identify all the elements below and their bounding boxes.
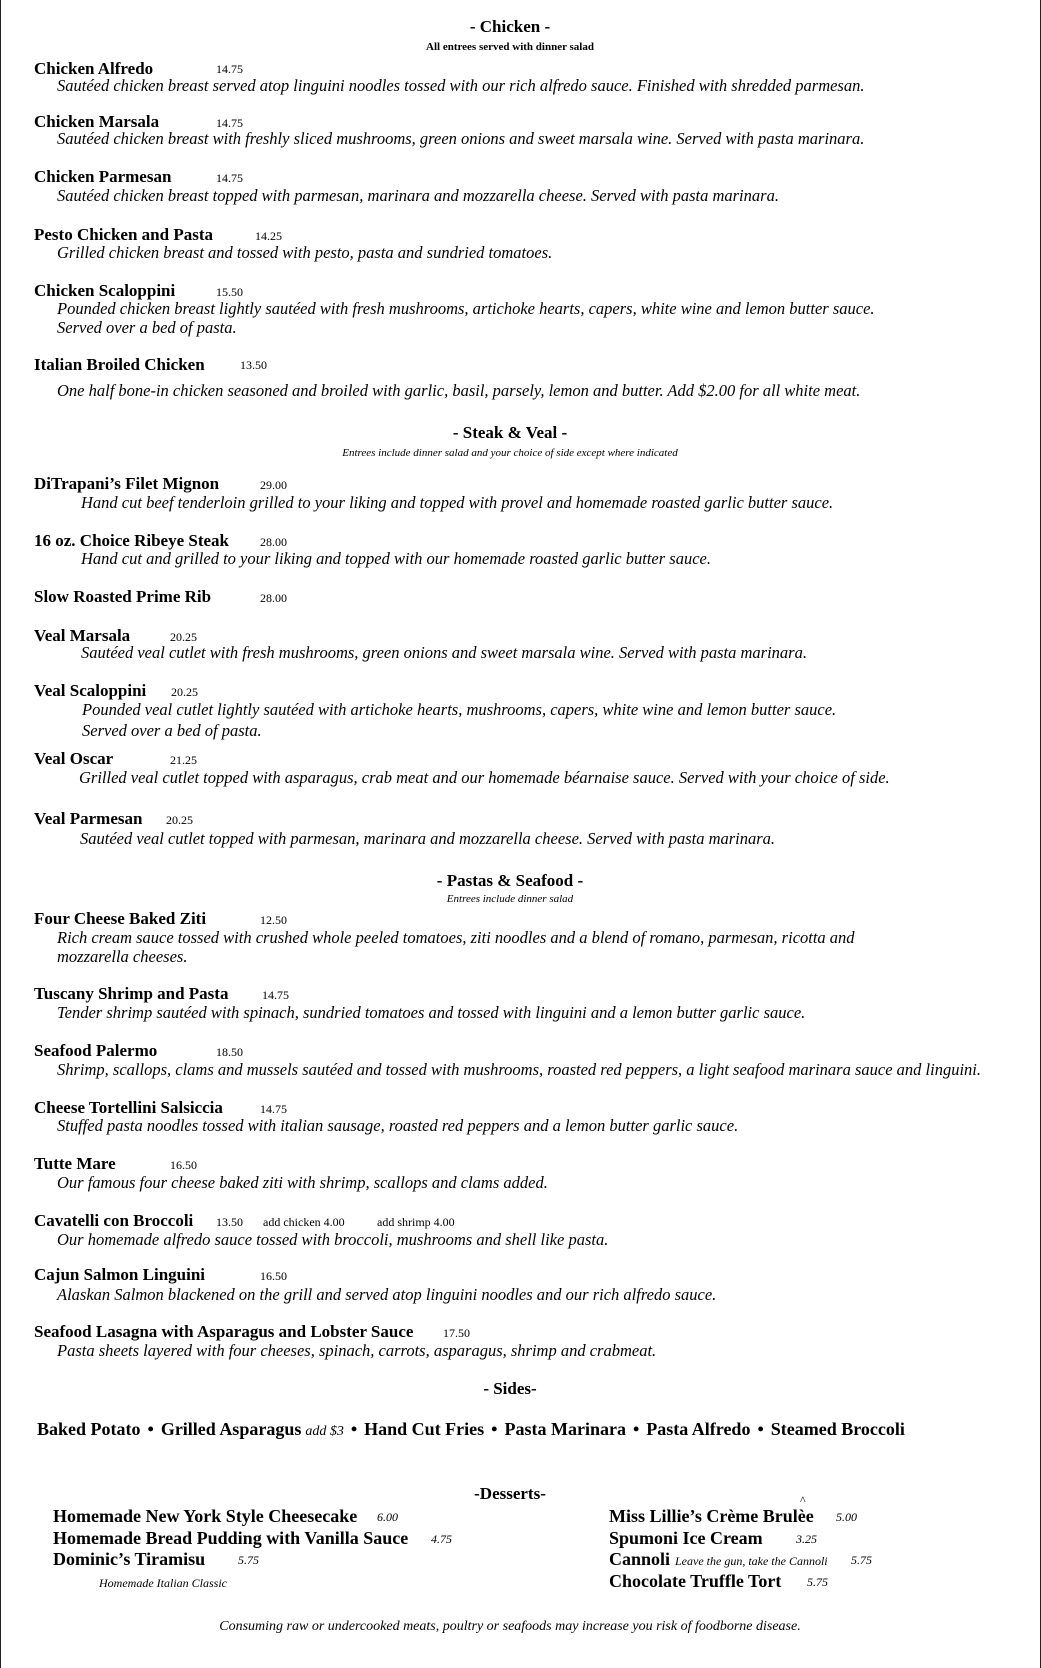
- menu-item-description: One half bone-in chicken seasoned and broiled with garlic, basil, parsely, lemon and butter. Add $2.00 for all white meat.: [57, 381, 861, 400]
- menu-item-price: 20.25: [171, 685, 198, 699]
- dessert-item-name: Miss Lillie’s Crème Brulèe: [609, 1506, 814, 1526]
- menu-item-description-cont: Served over a bed of pasta.: [82, 721, 262, 740]
- dessert-item-name: Homemade Bread Pudding with Vanilla Sauce: [53, 1528, 409, 1548]
- menu-item-description: Sautéed chicken breast with freshly sliced mushrooms, green onions and sweet marsala wine. Served with pasta marinara.: [57, 129, 865, 148]
- menu-item-price: 20.25: [170, 630, 197, 644]
- dessert-item-price: 5.75: [807, 1575, 828, 1589]
- separator-dot: •: [350, 1419, 358, 1439]
- menu-item-price: 14.75: [262, 988, 289, 1002]
- dessert-item-name: Homemade New York Style Cheesecake: [53, 1506, 358, 1526]
- section-note-chicken: All entrees served with dinner salad: [426, 41, 594, 53]
- menu-item-description: Rich cream sauce tossed with crushed whole peeled tomatoes, ziti noodles and a blend of romano, parmesan, ricotta and: [57, 928, 855, 947]
- menu-item-description: Our famous four cheese baked ziti with shrimp, scallops and clams added.: [57, 1173, 548, 1192]
- menu-item-name: Cavatelli con Broccoli: [34, 1211, 194, 1230]
- menu-item-description: Our homemade alfredo sauce tossed with broccoli, mushrooms and shell like pasta.: [57, 1230, 609, 1249]
- menu-item-description: Grilled veal cutlet topped with asparagus, crab meat and our homemade béarnaise sauce. Served with your choice of side.: [79, 768, 890, 787]
- section-note-pastas-seafood: Entrees include dinner salad: [446, 893, 574, 905]
- menu-item-name: Slow Roasted Prime Rib: [34, 587, 212, 606]
- section-title-sides: - Sides-: [483, 1379, 537, 1398]
- menu-item-description: Pounded chicken breast lightly sautéed with fresh mushrooms, artichoke hearts, capers, white wine and lemon butter sauce.: [57, 299, 875, 318]
- menu-item-price: 28.00: [260, 591, 287, 605]
- menu-item-name: Italian Broiled Chicken: [34, 355, 205, 374]
- menu-item-description: Shrimp, scallops, clams and mussels sautéed and tossed with mushrooms, roasted red peppers, a light seafood marinara sauce and linguini.: [57, 1060, 981, 1079]
- addon-chicken-price: add chicken 4.00: [263, 1215, 345, 1229]
- page-border-left: [0, 0, 1, 1668]
- menu-item-name: Chicken Parmesan: [34, 167, 172, 186]
- menu-item-name: Seafood Lasagna with Asparagus and Lobster Sauce: [34, 1322, 414, 1341]
- menu-item-name: Four Cheese Baked Ziti: [34, 909, 207, 928]
- menu-item-price: 21.25: [170, 753, 197, 767]
- section-title-pastas-seafood: - Pastas & Seafood -: [436, 871, 584, 890]
- menu-item-price: 15.50: [216, 285, 243, 299]
- dessert-item-price: 3.25: [796, 1532, 817, 1546]
- menu-item-price: 18.50: [216, 1045, 243, 1059]
- menu-item-description: Sautéed veal cutlet with fresh mushrooms, green onions and sweet marsala wine. Served with pasta marinara.: [81, 643, 807, 662]
- menu-item-name: Chicken Marsala: [34, 112, 160, 131]
- sides-list: [37, 1419, 905, 1440]
- menu-item-name: Cajun Salmon Linguini: [34, 1265, 206, 1284]
- menu-item-price: 14.25: [255, 229, 282, 243]
- menu-item-name: Chicken Scaloppini: [34, 281, 176, 300]
- menu-item-name: Veal Marsala: [34, 626, 131, 645]
- side-item: Pasta Marinara: [504, 1419, 626, 1439]
- section-title-steak-veal: - Steak & Veal -: [452, 423, 568, 442]
- menu-item-name: 16 oz. Choice Ribeye Steak: [34, 531, 230, 550]
- dessert-item-price: 4.75: [431, 1532, 452, 1546]
- menu-item-name: Veal Parmesan: [34, 809, 143, 828]
- dessert-item-name: Spumoni Ice Cream: [609, 1528, 763, 1548]
- caret-mark: ^: [800, 1493, 806, 1507]
- section-note-steak-veal: Entrees include dinner salad and your choice of side except where indicated: [342, 447, 678, 459]
- menu-item-price: 14.75: [216, 62, 243, 76]
- menu-item-description: Sautéed veal cutlet topped with parmesan, marinara and mozzarella cheese. Served with pasta marinara.: [80, 829, 776, 848]
- menu-item-name: Veal Scaloppini: [34, 681, 147, 700]
- menu-item-description: Hand cut beef tenderloin grilled to your liking and topped with provel and homemade roasted garlic butter sauce.: [81, 493, 834, 512]
- side-item: Steamed Broccoli: [770, 1419, 905, 1439]
- menu-item-description: Grilled chicken breast and tossed with pesto, pasta and sundried tomatoes.: [57, 243, 553, 262]
- side-item: Pasta Alfredo: [646, 1419, 751, 1439]
- dessert-item-price: 6.00: [377, 1510, 398, 1524]
- separator-dot: •: [147, 1419, 154, 1439]
- dessert-item-price: 5.75: [851, 1553, 872, 1567]
- menu-item-name: Veal Oscar: [34, 749, 114, 768]
- menu-item-name: Pesto Chicken and Pasta: [34, 225, 213, 244]
- dessert-item-name: Dominic’s Tiramisu: [53, 1549, 206, 1569]
- food-safety-disclaimer: Consuming raw or undercooked meats, poultry or seafoods may increase you risk of foodborne disease.: [219, 1619, 801, 1634]
- menu-item-description: Alaskan Salmon blackened on the grill and served atop linguini noodles and our rich alfredo sauce.: [57, 1285, 717, 1304]
- dessert-item-note: Leave the gun, take the Cannoli: [675, 1554, 828, 1568]
- menu-item-price: 12.50: [260, 913, 287, 927]
- menu-item-name: Cheese Tortellini Salsiccia: [34, 1098, 223, 1117]
- menu-item-description: Hand cut and grilled to your liking and topped with our homemade roasted garlic butter sauce.: [81, 549, 711, 568]
- dessert-item-price: 5.75: [238, 1553, 259, 1567]
- section-title-desserts: -Desserts-: [474, 1484, 546, 1503]
- menu-item-price: 20.25: [166, 813, 193, 827]
- menu-item-price: 14.75: [216, 116, 243, 130]
- menu-item-price: 17.50: [443, 1326, 470, 1340]
- menu-item-price: 16.50: [260, 1269, 287, 1283]
- dessert-item-name: Cannoli: [609, 1549, 671, 1569]
- menu-item-description: Stuffed pasta noodles tossed with italian sausage, roasted red peppers and a lemon butter garlic sauce.: [57, 1116, 739, 1135]
- menu-item-price: 16.50: [170, 1158, 197, 1172]
- separator-dot: •: [632, 1419, 640, 1439]
- dessert-item-subtitle: Homemade Italian Classic: [99, 1576, 227, 1590]
- separator-dot: •: [757, 1419, 764, 1439]
- menu-item-name: DiTrapani’s Filet Mignon: [34, 474, 220, 493]
- menu-item-description: Sautéed chicken breast topped with parmesan, marinara and mozzarella cheese. Served with pasta marinara.: [57, 186, 779, 205]
- dessert-item-price: 5.00: [836, 1510, 857, 1524]
- menu-item-price: 14.75: [260, 1102, 287, 1116]
- menu-item-description-cont: Served over a bed of pasta.: [57, 318, 237, 337]
- side-addon-price: add $3: [305, 1424, 344, 1439]
- menu-item-price: 28.00: [260, 535, 287, 549]
- section-title-chicken: - Chicken -: [469, 17, 551, 36]
- menu-item-name: Tutte Mare: [34, 1154, 116, 1173]
- menu-item-price: 13.50: [240, 358, 267, 372]
- menu-item-description: Pounded veal cutlet lightly sautéed with artichoke hearts, mushrooms, capers, white wine and lemon butter sauce.: [82, 700, 837, 719]
- side-item: Baked Potato: [37, 1419, 141, 1439]
- side-item: Grilled Asparagus: [160, 1419, 302, 1439]
- menu-item-description: Sautéed chicken breast served atop linguini noodles tossed with our rich alfredo sauce. Finished with shredded parmesan.: [57, 76, 865, 95]
- separator-dot: •: [491, 1419, 498, 1439]
- menu-item-price: 14.75: [216, 171, 243, 185]
- side-item: Hand Cut Fries: [364, 1419, 485, 1439]
- menu-item-name: Seafood Palermo: [34, 1041, 158, 1060]
- menu-item-description: Tender shrimp sautéed with spinach, sundried tomatoes and tossed with linguini and a lemon butter garlic sauce.: [57, 1003, 806, 1022]
- menu-item-price: 13.50: [216, 1215, 243, 1229]
- menu-item-price: 29.00: [260, 478, 287, 492]
- addon-shrimp-price: add shrimp 4.00: [377, 1215, 455, 1229]
- menu-item-description-cont: mozzarella cheeses.: [57, 947, 188, 966]
- menu-item-description: Pasta sheets layered with four cheeses, spinach, carrots, asparagus, shrimp and crabmeat.: [57, 1341, 657, 1360]
- dessert-item-name: Chocolate Truffle Tort: [609, 1571, 782, 1591]
- menu-item-name: Chicken Alfredo: [34, 59, 154, 78]
- menu-item-name: Tuscany Shrimp and Pasta: [34, 984, 229, 1003]
